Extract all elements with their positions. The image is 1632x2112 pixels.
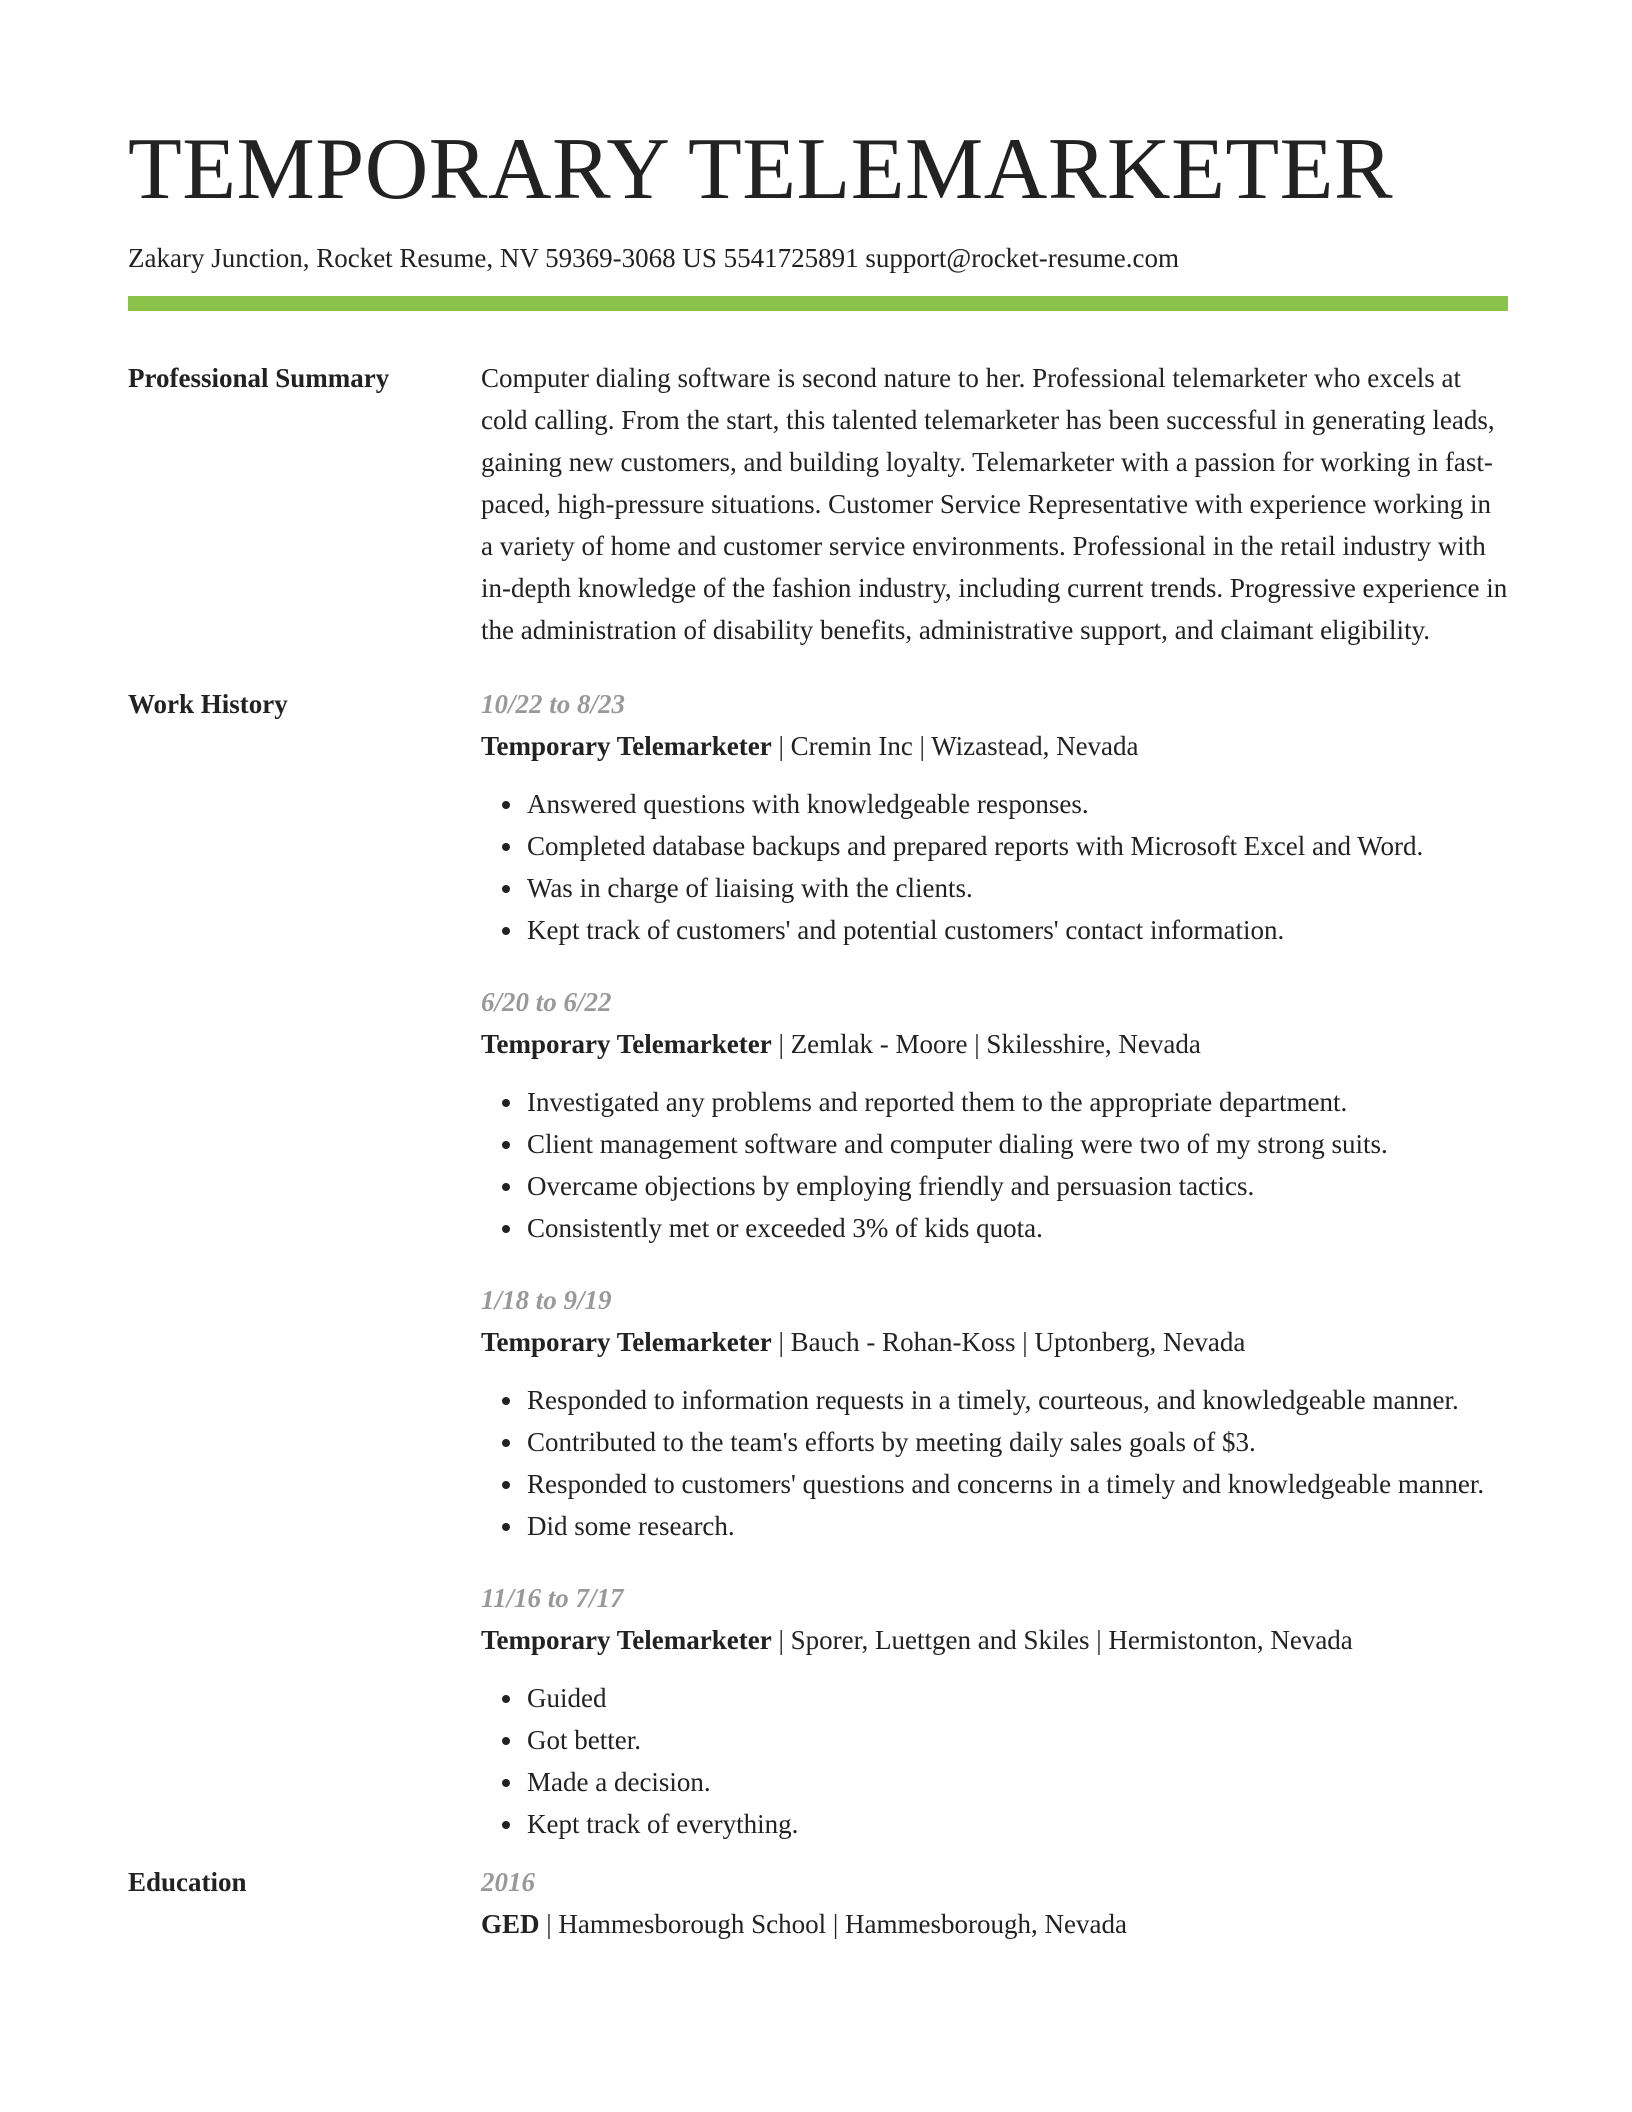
- work-history-section: [128, 683, 1508, 1845]
- education-title-line: [481, 1903, 1508, 1945]
- job-company-location: | Sporer, Luettgen and Skiles | Hermistonton, Nevada: [771, 1625, 1353, 1655]
- education-entry: [481, 1861, 1508, 1945]
- degree: GED: [481, 1909, 540, 1939]
- job-dates: 6/20 to 6/22: [481, 987, 612, 1017]
- list-item: • Overcame objections by employing friendly and persuasion tactics.: [525, 1165, 1508, 1207]
- list-item: • Contributed to the team's efforts by meeting daily sales goals of $3.: [525, 1421, 1508, 1463]
- list-item: • Answered questions with knowledgeable responses.: [525, 783, 1508, 825]
- list-item: • Kept track of everything.: [525, 1803, 1508, 1845]
- job-entry: [481, 981, 1508, 1249]
- list-item: • Kept track of customers' and potential customers' contact information.: [525, 909, 1508, 951]
- job-company-location: | Cremin Inc | Wizastead, Nevada: [771, 731, 1139, 761]
- job-bullets: [481, 1081, 1508, 1249]
- job-title: Temporary Telemarketer: [481, 731, 772, 761]
- list-item: • Was in charge of liaising with the clients.: [525, 867, 1508, 909]
- list-item: • Responded to customers' questions and concerns in a timely and knowledgeable manner.: [525, 1463, 1508, 1505]
- job-dates: 11/16 to 7/17: [481, 1583, 624, 1613]
- education-list: [481, 1861, 1508, 1945]
- list-item: • Got better.: [525, 1719, 1508, 1761]
- list-item: • Completed database backups and prepared reports with Microsoft Excel and Word.: [525, 825, 1508, 867]
- job-bullets: [481, 1379, 1508, 1547]
- job-title-line: [481, 1023, 1508, 1065]
- list-item: • Made a decision.: [525, 1761, 1508, 1803]
- professional-summary-section: [128, 357, 1508, 651]
- section-label: Education: [128, 1867, 247, 1897]
- section-label: Work History: [128, 689, 288, 719]
- job-title-line: [481, 1321, 1508, 1363]
- job-dates: 10/22 to 8/23: [481, 689, 626, 719]
- list-item: • Did some research.: [525, 1505, 1508, 1547]
- school-location: | Hammesborough School | Hammesborough, Nevada: [539, 1909, 1127, 1939]
- job-entry: [481, 1577, 1508, 1845]
- header-divider: [128, 296, 1508, 311]
- job-bullets: [481, 783, 1508, 951]
- job-title: Temporary Telemarketer: [481, 1327, 772, 1357]
- job-company-location: | Bauch - Rohan-Koss | Uptonberg, Nevada: [771, 1327, 1246, 1357]
- list-item: • Investigated any problems and reported them to the appropriate department.: [525, 1081, 1508, 1123]
- job-title-line: [481, 1619, 1508, 1661]
- list-item: • Guided: [525, 1677, 1508, 1719]
- job-entry: [481, 1279, 1508, 1547]
- work-history-list: [481, 683, 1508, 1845]
- job-title: Temporary Telemarketer: [481, 1625, 772, 1655]
- education-section: [128, 1861, 1508, 1945]
- job-title-line: [481, 725, 1508, 767]
- summary-text: Computer dialing software is second nature to her. Professional telemarketer who excels at cold calling. From the start, this talented telemarketer has been successful in generating leads, gaining new customers, and building loyalty. Telemarketer with a passion for working in fast-paced, high-pressure situations. Customer Service Representative with experience working in a variety of home and customer service environments. Professional in the retail industry with in-depth knowledge of the fashion industry, including current trends. Progressive experience in the administration of disability benefits, administrative support, and claimant eligibility.: [481, 363, 1508, 645]
- list-item: • Consistently met or exceeded 3% of kids quota.: [525, 1207, 1508, 1249]
- resume-page: [128, 120, 1508, 1945]
- list-item: • Client management software and computer dialing were two of my strong suits.: [525, 1123, 1508, 1165]
- section-label: Professional Summary: [128, 363, 390, 393]
- list-item: • Responded to information requests in a timely, courteous, and knowledgeable manner.: [525, 1379, 1508, 1421]
- job-bullets: [481, 1677, 1508, 1845]
- job-company-location: | Zemlak - Moore | Skilesshire, Nevada: [771, 1029, 1201, 1059]
- candidate-name: TEMPORARY TELEMARKETER: [128, 121, 1394, 218]
- job-entry: [481, 683, 1508, 951]
- education-dates: 2016: [481, 1867, 535, 1897]
- contact-info: Zakary Junction, Rocket Resume, NV 59369-3068 US 5541725891 support@rocket-resume.com: [128, 243, 1179, 273]
- job-dates: 1/18 to 9/19: [481, 1285, 612, 1315]
- job-title: Temporary Telemarketer: [481, 1029, 772, 1059]
